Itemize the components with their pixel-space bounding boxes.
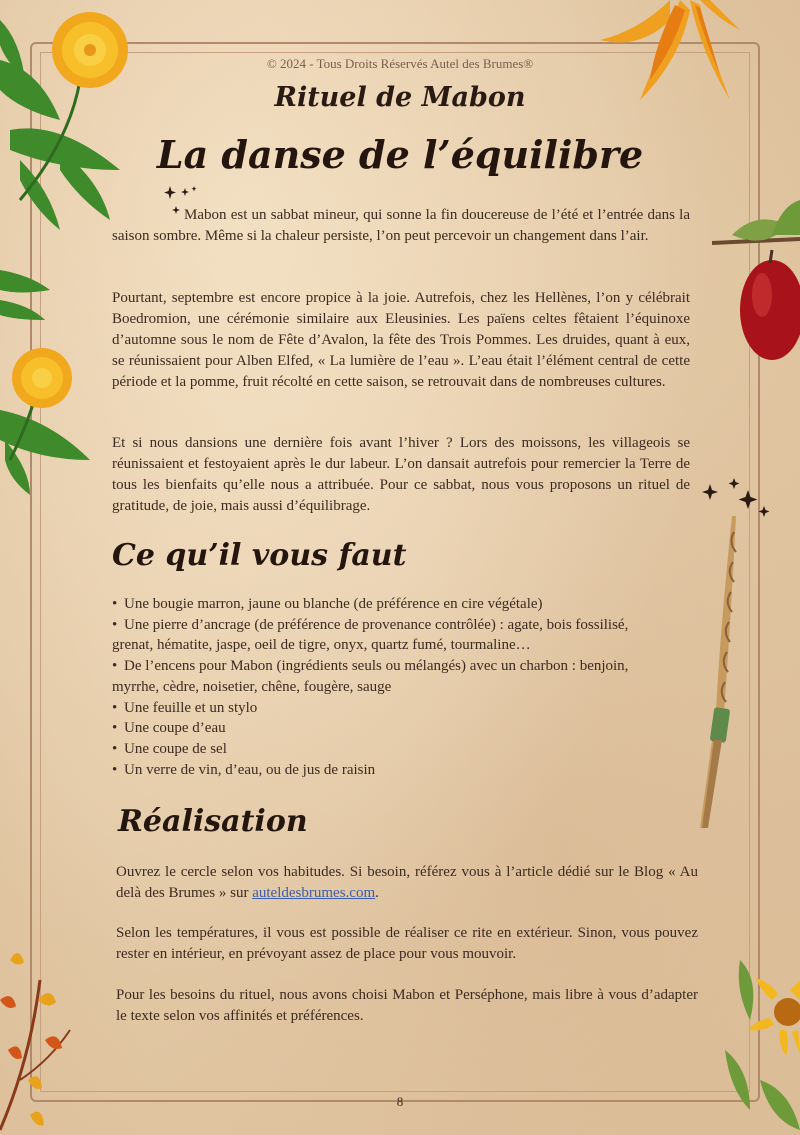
realisation-paragraph-1-end: . xyxy=(375,885,379,901)
realisation-paragraph-1-lead: Ouvrez le cercle selon vos habitudes. Si besoin, référez vous à l’article dédié sur le Blog « Au delà des Brumes » sur xyxy=(116,864,698,901)
ritual-subtitle: La danse de l’équilibre xyxy=(156,132,644,177)
list-item xyxy=(112,594,672,615)
realisation-paragraph-3-text: Pour les besoins du rituel, nous avons choisi Mabon et Perséphone, mais libre à vous d’adapter le texte selon vos affinités et préférences. xyxy=(116,987,698,1024)
list-item xyxy=(112,615,672,656)
list-item-text: De l’encens pour Mabon (ingrédients seuls ou mélangés) avec un charbon : benjoin, myrrhe, cèdre, noisetier, chêne, fougère, sauge xyxy=(112,658,629,695)
intro-paragraph-2 xyxy=(112,288,690,393)
list-item xyxy=(112,760,672,781)
list-item-text: Une coupe de sel xyxy=(124,740,227,757)
materials-list xyxy=(112,594,672,780)
list-item xyxy=(112,718,672,739)
bullet-icon: • xyxy=(112,596,118,612)
realisation-paragraph-1 xyxy=(116,862,698,904)
realisation-paragraph-3 xyxy=(116,985,698,1027)
list-item-text: Une coupe d’eau xyxy=(124,720,226,737)
bullet-icon: • xyxy=(112,658,118,675)
bullet-icon: • xyxy=(112,761,118,778)
realisation-paragraph-1-text xyxy=(116,862,698,904)
bullet-icon: • xyxy=(112,616,118,633)
list-item-text: Une bougie marron, jaune ou blanche (de préférence en cire végétale) xyxy=(124,596,543,612)
intro-paragraph-1 xyxy=(112,205,690,247)
bullet-icon: • xyxy=(112,720,118,737)
realisation-paragraph-2 xyxy=(116,923,698,965)
list-item-text: Une pierre d’ancrage (de préférence de provenance contrôlée) : agate, bois fossilisé, grenat, hématite, jaspe, oeil de tigre, onyx, quartz fumé, tourmaline… xyxy=(112,616,629,654)
intro-paragraph-3 xyxy=(112,433,690,517)
list-item-text: Un verre de vin, d’eau, ou de jus de raisin xyxy=(124,761,376,778)
section-heading-needs: Ce qu’il vous faut xyxy=(112,538,407,573)
apple-branch-right-illustration xyxy=(712,195,800,375)
list-item xyxy=(112,739,672,760)
bullet-icon: • xyxy=(112,740,118,757)
realisation-paragraph-2-text: Selon les températures, il vous est possible de réaliser ce rite en extérieur. Sinon, vous pouvez rester en intérieur, en prévoyant assez de place pour vous mouvoir. xyxy=(116,925,698,962)
list-item-text: Une feuille et un stylo xyxy=(124,699,258,716)
auteldesbrumes-link[interactable]: auteldesbrumes.com xyxy=(252,885,376,901)
intro-paragraph-2-text: Pourtant, septembre est encore propice à la joie. Autrefois, chez les Hellènes, l’on y célébrait Boedromion, une cérémonie similaire aux Eleusinies. Les païens celtes fêtaient l’équinoxe d’automne sous le nom de Fête d’Avalon, la fête des Trois Pommes. Les druides, quant à eux, se réunissaient pour Alben Elfed, « La lumière de l’eau ». L’eau était l’élément central de cette période et la pomme, fruit récolté en cette saison, se retrouvait dans de nombreuses cultures. xyxy=(112,290,690,390)
list-item xyxy=(112,698,672,719)
intro-paragraph-1-text: Mabon est un sabbat mineur, qui sonne la fin doucereuse de l’été et l’entrée dans la saison sombre. Même si la chaleur persiste, l’on peut percevoir un changement dans l’air. xyxy=(112,207,690,244)
bullet-icon: • xyxy=(112,699,118,716)
copyright-notice: © 2024 - Tous Droits Réservés Autel des Brumes® xyxy=(266,56,534,71)
wooden-wand-illustration xyxy=(690,512,750,832)
intro-paragraph-3-text: Et si nous dansions une dernière fois avant l’hiver ? Lors des moissons, les villageois se réunissaient et festoyaient après le dur labeur. L’on dansait autrefois pour remercier la Terre de tous les bienfaits qu’elle nous a attribuée. Pour ce sabbat, nous vous proposons un rituel de gratitude, de joie, mais aussi d’équilibrage. xyxy=(112,435,690,514)
marigold-left-illustration xyxy=(0,260,110,500)
ritual-title: Rituel de Mabon xyxy=(274,82,526,113)
section-heading-realisation: Réalisation xyxy=(118,804,308,839)
page-number: 8 xyxy=(396,1094,404,1109)
list-item xyxy=(112,656,672,697)
